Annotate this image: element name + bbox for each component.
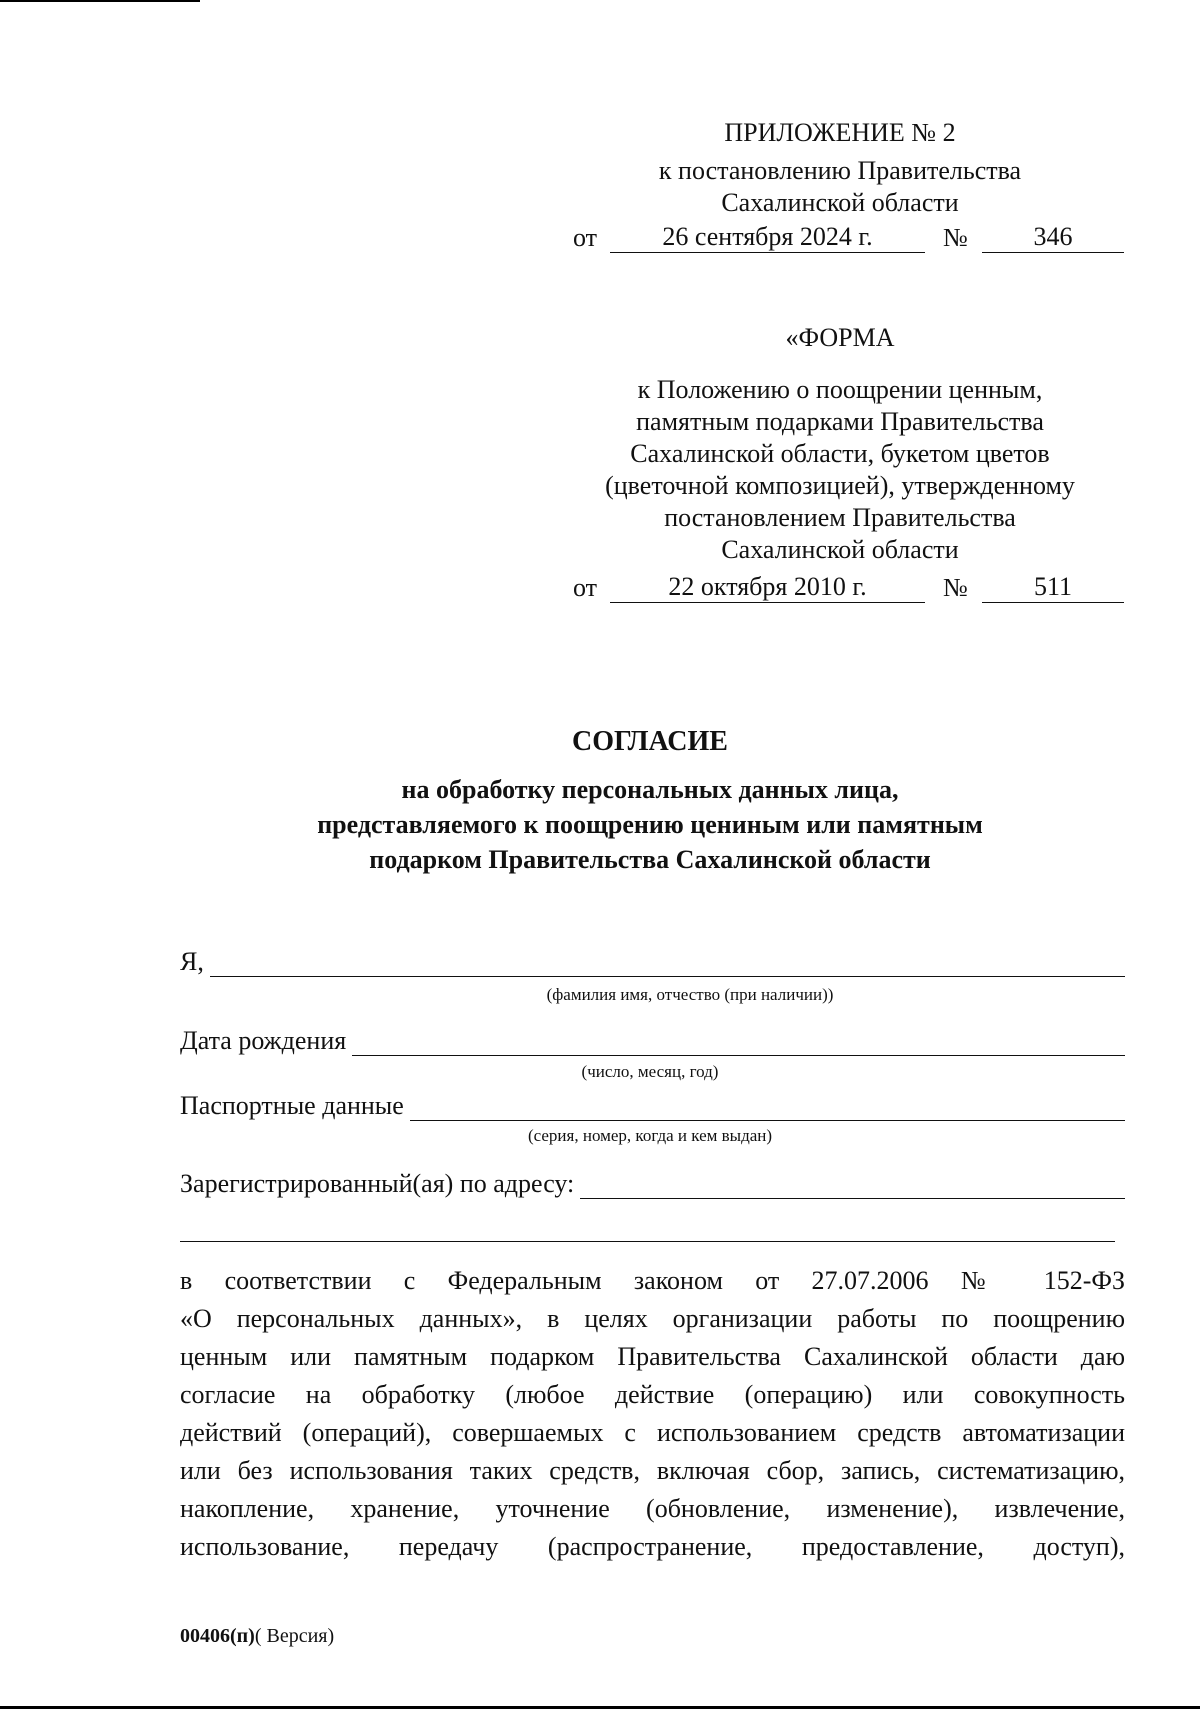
consent-subtitle-line-2: представляемого к поощрению цениным или памятным: [317, 810, 983, 839]
name-hint: (фамилия имя, отчество (при наличии)): [546, 985, 834, 1004]
form-line-5: постановлением Правительства: [664, 503, 1016, 532]
birth-label: Дата рождения: [180, 1026, 347, 1055]
form-no-label: №: [943, 573, 968, 602]
birth-hint: (число, месяц, год): [581, 1062, 719, 1081]
form-line-6: Сахалинской области: [721, 535, 959, 564]
appendix-no-label: №: [943, 223, 968, 252]
body-line-7: накопление, хранение, уточнение (обновление, изменение), извлечение,: [180, 1494, 1125, 1523]
name-field-row: [180, 943, 1125, 977]
form-line-1: к Положению о поощрении ценным,: [637, 375, 1043, 404]
body-line-5: действий (операций), совершаемых с использованием средств автоматизации: [180, 1418, 1125, 1447]
body-line-4: согласие на обработку (любое действие (операцию) или совокупность: [180, 1380, 1125, 1409]
form-block: [560, 322, 1120, 566]
form-line-2: памятным подарками Правительства: [636, 407, 1044, 436]
consent-subtitle-line-1: на обработку персональных данных лица,: [401, 775, 899, 804]
consent-subtitle: [160, 772, 1140, 877]
address-label: Зарегистрированный(ая) по адресу:: [180, 1169, 575, 1198]
passport-hint: (серия, номер, когда и кем выдан): [527, 1126, 773, 1145]
form-number: 511: [982, 572, 1124, 603]
name-label: Я,: [180, 947, 204, 976]
body-line-3: ценным или памятным подарком Правительства Сахалинской области даю: [180, 1342, 1125, 1371]
scan-edge-top: [0, 0, 200, 2]
consent-subtitle-line-3: подарком Правительства Сахалинской области: [369, 845, 931, 874]
body-line-8: использование, передачу (распространение, предоставление, доступ),: [180, 1532, 1125, 1561]
footer: [180, 1625, 334, 1648]
appendix-block: [560, 117, 1120, 219]
birth-blank[interactable]: [352, 1027, 1125, 1056]
body-line-6: или без использования таких средств, включая сбор, запись, систематизацию,: [180, 1456, 1125, 1485]
body-line-2: «О персональных данных», в целях организации работы по поощрению: [180, 1304, 1125, 1333]
appendix-line-1: к постановлению Правительства: [658, 156, 1022, 185]
passport-blank[interactable]: [410, 1092, 1125, 1121]
form-title: «ФОРМА: [785, 323, 895, 352]
name-blank[interactable]: [210, 948, 1125, 977]
birth-field-row: [180, 1022, 1125, 1056]
address-blank[interactable]: [580, 1170, 1125, 1199]
footer-code: 00406(п): [180, 1625, 255, 1647]
appendix-from-label: от: [573, 223, 598, 252]
body-line-1: в соответствии с Федеральным законом от 27.07.2006 № 152-ФЗ: [180, 1266, 1125, 1295]
form-from-label: от: [573, 573, 598, 602]
consent-body: [180, 1262, 1125, 1566]
form-date: 22 октября 2010 г.: [610, 572, 925, 603]
address-field-row: [180, 1165, 1125, 1199]
form-line-4: (цветочной композицией), утвержденному: [605, 471, 1075, 500]
address-blank-line-2[interactable]: [180, 1241, 1115, 1242]
form-line-3: Сахалинской области, букетом цветов: [630, 439, 1050, 468]
appendix-line-2: Сахалинской области: [721, 188, 959, 217]
appendix-title: ПРИЛОЖЕНИЕ № 2: [724, 118, 956, 147]
appendix-date: 26 сентября 2024 г.: [610, 222, 925, 253]
appendix-number: 346: [982, 222, 1124, 253]
consent-title: СОГЛАСИЕ: [572, 726, 728, 757]
passport-label: Паспортные данные: [180, 1091, 404, 1120]
footer-version: ( Версия): [254, 1625, 335, 1647]
passport-field-row: [180, 1087, 1125, 1121]
